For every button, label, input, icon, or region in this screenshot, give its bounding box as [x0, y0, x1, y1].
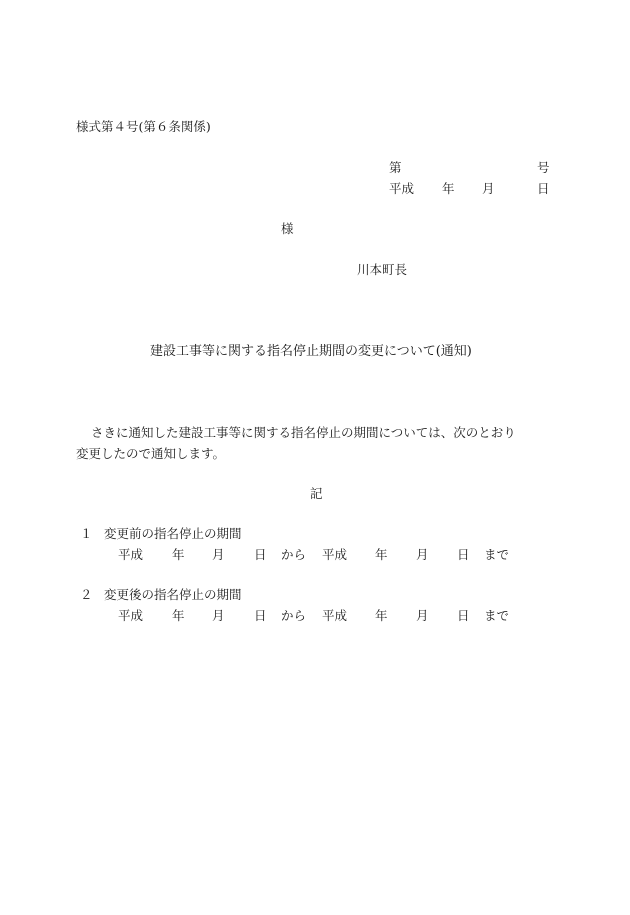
from-month: 月 — [212, 547, 225, 562]
ki-marker: 記 — [310, 486, 323, 501]
to-era: 平成 — [322, 608, 348, 623]
to-month: 月 — [416, 547, 429, 562]
doc-number-suffix: 号 — [537, 160, 550, 175]
from-month: 月 — [212, 608, 225, 623]
to-day: 日 — [457, 547, 470, 562]
form-label: 様式第４号(第６条関係) — [76, 119, 211, 134]
to-made: まで — [484, 547, 510, 562]
to-era: 平成 — [322, 547, 348, 562]
from-kara: から — [281, 608, 307, 623]
doc-number-prefix: 第 — [389, 160, 402, 175]
issue-date-day: 日 — [537, 181, 550, 196]
from-kara: から — [281, 547, 307, 562]
from-day: 日 — [254, 547, 267, 562]
item-number: １ — [80, 526, 93, 541]
from-era: 平成 — [118, 547, 144, 562]
issue-date-year: 年 — [442, 181, 455, 196]
recipient-honorific: 様 — [281, 221, 294, 236]
to-day: 日 — [457, 608, 470, 623]
item-heading: 変更後の指名停止の期間 — [104, 587, 242, 602]
to-year: 年 — [375, 608, 388, 623]
document-title: 建設工事等に関する指名停止期間の変更について(通知) — [150, 344, 472, 359]
from-era: 平成 — [118, 608, 144, 623]
from-day: 日 — [254, 608, 267, 623]
issue-date-era: 平成 — [389, 181, 415, 196]
to-made: まで — [484, 608, 510, 623]
item-number: ２ — [80, 587, 93, 602]
body-line-2: 変更したので通知します。 — [76, 446, 226, 461]
body-line-1: さきに通知した建設工事等に関する指名停止の期間については、次のとおり — [91, 425, 516, 440]
from-year: 年 — [172, 608, 185, 623]
item-heading: 変更前の指名停止の期間 — [104, 526, 242, 541]
from-year: 年 — [172, 547, 185, 562]
issue-date-month: 月 — [482, 181, 495, 196]
sender-name: 川本町長 — [357, 262, 408, 277]
to-month: 月 — [416, 608, 429, 623]
to-year: 年 — [375, 547, 388, 562]
